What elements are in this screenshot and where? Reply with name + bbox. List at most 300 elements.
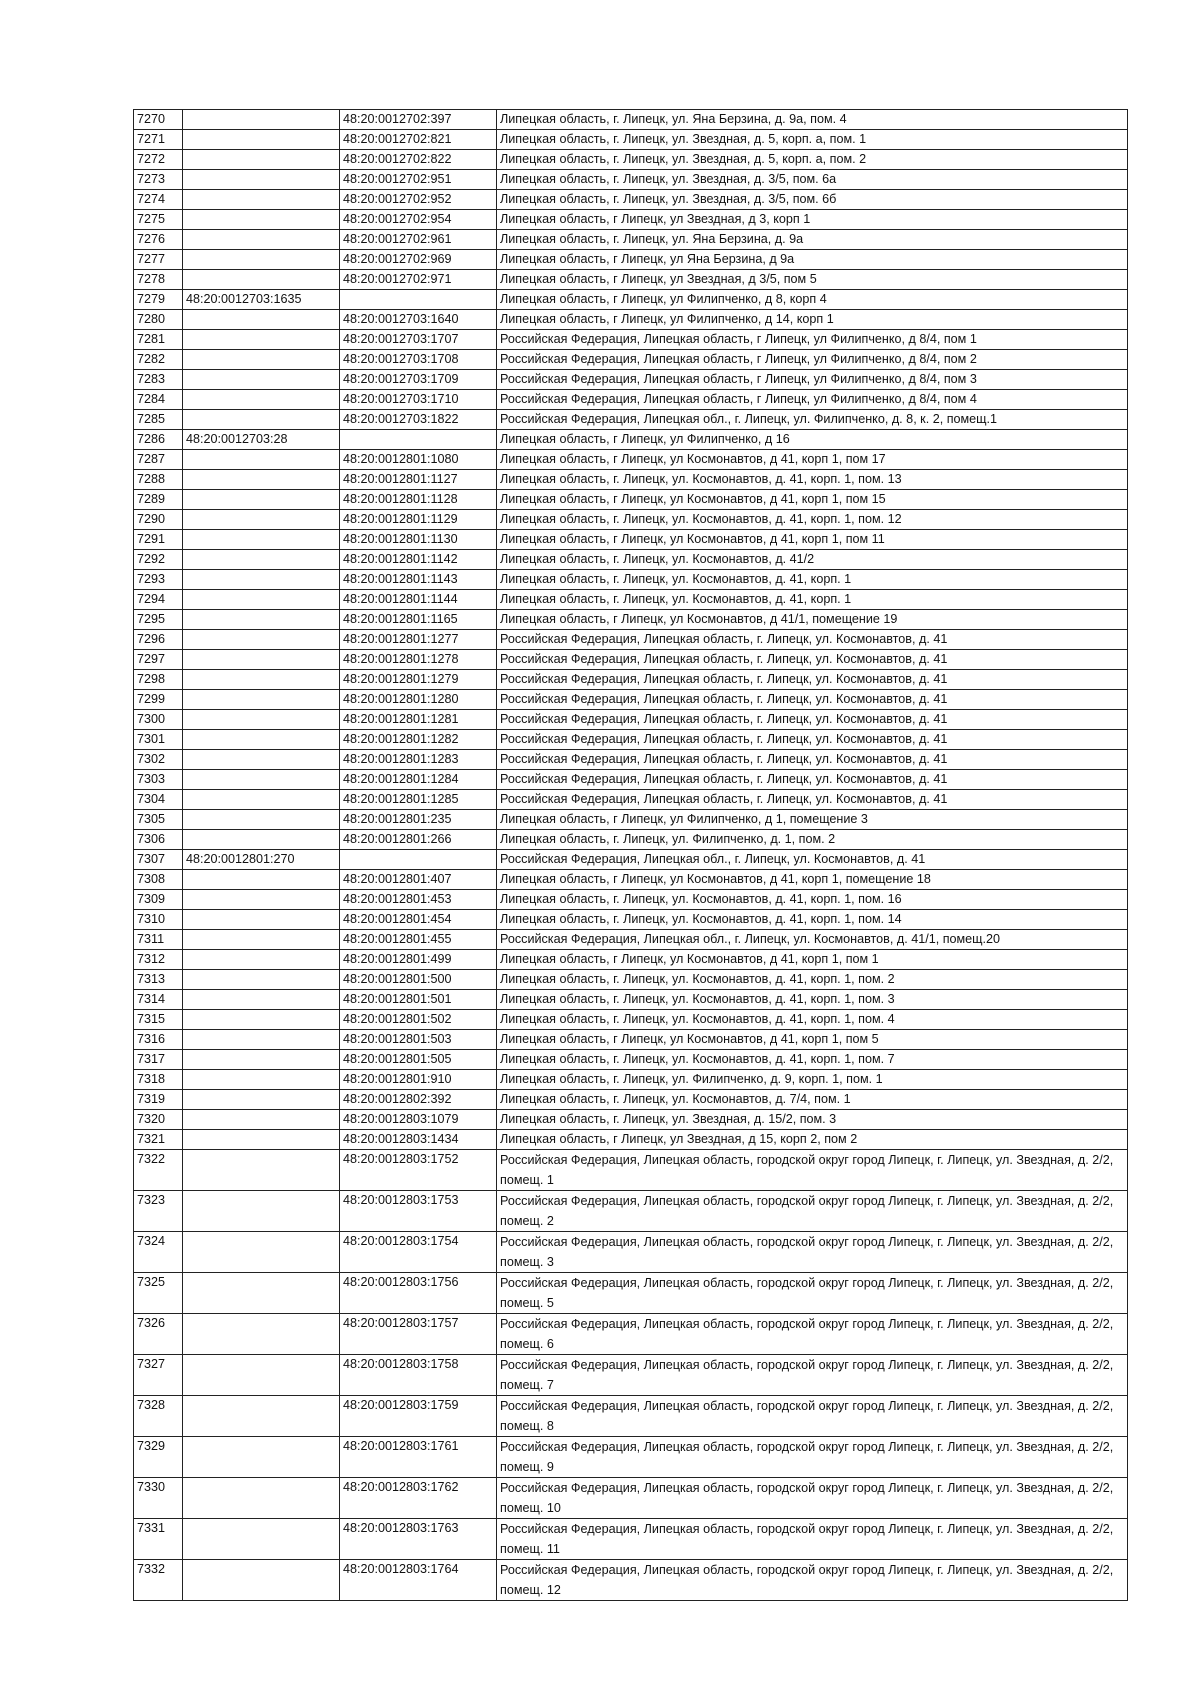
- parcel-cadastral-number-cell: [183, 350, 340, 370]
- premises-cadastral-number-cell: 48:20:0012801:1283: [340, 750, 497, 770]
- address-cell: Липецкая область, г. Липецк, ул. Космонавтов, д. 41, корп. 1, пом. 13: [497, 470, 1128, 490]
- premises-cadastral-number-cell: 48:20:0012801:1281: [340, 710, 497, 730]
- premises-cadastral-number-cell: 48:20:0012803:1757: [340, 1314, 497, 1355]
- table-row: [134, 590, 1128, 610]
- address-cell: Липецкая область, г. Липецк, ул. Филипченко, д. 9, корп. 1, пом. 1: [497, 1070, 1128, 1090]
- address-cell: Российская Федерация, Липецкая область, г. Липецк, ул. Космонавтов, д. 41: [497, 750, 1128, 770]
- address-cell: Российская Федерация, Липецкая область, г Липецк, ул Филипченко, д 8/4, пом 3: [497, 370, 1128, 390]
- row-number-cell: 7315: [134, 1010, 183, 1030]
- row-number-cell: 7308: [134, 870, 183, 890]
- premises-cadastral-number-cell: 48:20:0012801:1284: [340, 770, 497, 790]
- address-cell: Липецкая область, г Липецк, ул Филипченко, д 8, корп 4: [497, 290, 1128, 310]
- parcel-cadastral-number-cell: [183, 1150, 340, 1191]
- table-row: [134, 870, 1128, 890]
- parcel-cadastral-number-cell: 48:20:0012703:1635: [183, 290, 340, 310]
- parcel-cadastral-number-cell: [183, 930, 340, 950]
- premises-cadastral-number-cell: 48:20:0012803:1753: [340, 1191, 497, 1232]
- parcel-cadastral-number-cell: [183, 1030, 340, 1050]
- address-cell: Липецкая область, г Липецк, ул Звездная, д 3, корп 1: [497, 210, 1128, 230]
- premises-cadastral-number-cell: 48:20:0012801:1285: [340, 790, 497, 810]
- row-number-cell: 7290: [134, 510, 183, 530]
- table-row: [134, 250, 1128, 270]
- row-number-cell: 7325: [134, 1273, 183, 1314]
- table-row: [134, 1519, 1128, 1560]
- premises-cadastral-number-cell: 48:20:0012803:1764: [340, 1560, 497, 1601]
- row-number-cell: 7332: [134, 1560, 183, 1601]
- parcel-cadastral-number-cell: [183, 270, 340, 290]
- address-cell: Липецкая область, г. Липецк, ул. Звездная, д. 5, корп. а, пом. 1: [497, 130, 1128, 150]
- premises-cadastral-number-cell: 48:20:0012801:1280: [340, 690, 497, 710]
- table-row: [134, 830, 1128, 850]
- premises-cadastral-number-cell: 48:20:0012803:1079: [340, 1110, 497, 1130]
- row-number-cell: 7299: [134, 690, 183, 710]
- table-row: [134, 930, 1128, 950]
- table-row: [134, 390, 1128, 410]
- address-cell: Липецкая область, г Липецк, ул Филипченко, д 14, корп 1: [497, 310, 1128, 330]
- parcel-cadastral-number-cell: [183, 1070, 340, 1090]
- premises-cadastral-number-cell: [340, 290, 497, 310]
- row-number-cell: 7305: [134, 810, 183, 830]
- address-cell: Российская Федерация, Липецкая область, городской округ город Липецк, г. Липецк, ул. Звездная, д. 2/2, помещ. 5: [497, 1273, 1128, 1314]
- premises-cadastral-number-cell: 48:20:0012703:1710: [340, 390, 497, 410]
- parcel-cadastral-number-cell: [183, 770, 340, 790]
- address-cell: Липецкая область, г Липецк, ул Космонавтов, д 41, корп 1, пом 5: [497, 1030, 1128, 1050]
- address-cell: Липецкая область, г. Липецк, ул. Филипченко, д. 1, пом. 2: [497, 830, 1128, 850]
- row-number-cell: 7310: [134, 910, 183, 930]
- table-row: [134, 150, 1128, 170]
- parcel-cadastral-number-cell: 48:20:0012801:270: [183, 850, 340, 870]
- address-cell: Липецкая область, г Липецк, ул Космонавтов, д 41/1, помещение 19: [497, 610, 1128, 630]
- table-row: [134, 130, 1128, 150]
- address-cell: Российская Федерация, Липецкая область, г Липецк, ул Филипченко, д 8/4, пом 2: [497, 350, 1128, 370]
- row-number-cell: 7270: [134, 110, 183, 130]
- row-number-cell: 7292: [134, 550, 183, 570]
- table-row: [134, 970, 1128, 990]
- parcel-cadastral-number-cell: [183, 910, 340, 930]
- parcel-cadastral-number-cell: [183, 410, 340, 430]
- premises-cadastral-number-cell: 48:20:0012803:1763: [340, 1519, 497, 1560]
- table-row: [134, 1010, 1128, 1030]
- table-row: [134, 710, 1128, 730]
- address-cell: Липецкая область, г Липецк, ул Космонавтов, д 41, корп 1, пом 17: [497, 450, 1128, 470]
- table-row: [134, 1130, 1128, 1150]
- row-number-cell: 7281: [134, 330, 183, 350]
- table-row: [134, 770, 1128, 790]
- table-row: [134, 630, 1128, 650]
- table-row: [134, 330, 1128, 350]
- address-cell: Российская Федерация, Липецкая область, городской округ город Липецк, г. Липецк, ул. Звездная, д. 2/2, помещ. 8: [497, 1396, 1128, 1437]
- address-cell: Липецкая область, г. Липецк, ул. Космонавтов, д. 41, корп. 1, пом. 16: [497, 890, 1128, 910]
- address-cell: Российская Федерация, Липецкая область, г Липецк, ул Филипченко, д 8/4, пом 1: [497, 330, 1128, 350]
- address-cell: Липецкая область, г. Липецк, ул. Звездная, д. 15/2, пом. 3: [497, 1110, 1128, 1130]
- parcel-cadastral-number-cell: [183, 1191, 340, 1232]
- parcel-cadastral-number-cell: [183, 630, 340, 650]
- table-row: [134, 1030, 1128, 1050]
- premises-cadastral-number-cell: 48:20:0012803:1756: [340, 1273, 497, 1314]
- parcel-cadastral-number-cell: [183, 470, 340, 490]
- premises-cadastral-number-cell: 48:20:0012703:1822: [340, 410, 497, 430]
- table-row: [134, 530, 1128, 550]
- table-row: [134, 650, 1128, 670]
- table-row: [134, 790, 1128, 810]
- premises-cadastral-number-cell: 48:20:0012803:1761: [340, 1437, 497, 1478]
- row-number-cell: 7319: [134, 1090, 183, 1110]
- row-number-cell: 7322: [134, 1150, 183, 1191]
- address-cell: Российская Федерация, Липецкая область, городской округ город Липецк, г. Липецк, ул. Звездная, д. 2/2, помещ. 9: [497, 1437, 1128, 1478]
- premises-cadastral-number-cell: 48:20:0012803:1758: [340, 1355, 497, 1396]
- row-number-cell: 7327: [134, 1355, 183, 1396]
- premises-cadastral-number-cell: 48:20:0012801:1279: [340, 670, 497, 690]
- parcel-cadastral-number-cell: [183, 1478, 340, 1519]
- row-number-cell: 7313: [134, 970, 183, 990]
- address-cell: Липецкая область, г Липецк, ул Космонавтов, д 41, корп 1, пом 11: [497, 530, 1128, 550]
- premises-cadastral-number-cell: 48:20:0012801:455: [340, 930, 497, 950]
- address-cell: Российская Федерация, Липецкая обл., г. Липецк, ул. Филипченко, д. 8, к. 2, помещ.1: [497, 410, 1128, 430]
- row-number-cell: 7326: [134, 1314, 183, 1355]
- row-number-cell: 7275: [134, 210, 183, 230]
- parcel-cadastral-number-cell: [183, 650, 340, 670]
- parcel-cadastral-number-cell: [183, 610, 340, 630]
- row-number-cell: 7321: [134, 1130, 183, 1150]
- row-number-cell: 7309: [134, 890, 183, 910]
- table-row: [134, 750, 1128, 770]
- table-row: [134, 210, 1128, 230]
- address-cell: Липецкая область, г. Липецк, ул. Звездная, д. 3/5, пом. 6б: [497, 190, 1128, 210]
- table-row: [134, 270, 1128, 290]
- parcel-cadastral-number-cell: [183, 750, 340, 770]
- address-cell: Российская Федерация, Липецкая область, городской округ город Липецк, г. Липецк, ул. Звездная, д. 2/2, помещ. 10: [497, 1478, 1128, 1519]
- address-cell: Липецкая область, г. Липецк, ул. Яна Берзина, д. 9а, пом. 4: [497, 110, 1128, 130]
- premises-cadastral-number-cell: 48:20:0012702:971: [340, 270, 497, 290]
- row-number-cell: 7278: [134, 270, 183, 290]
- premises-cadastral-number-cell: 48:20:0012801:502: [340, 1010, 497, 1030]
- address-cell: Российская Федерация, Липецкая область, г. Липецк, ул. Космонавтов, д. 41: [497, 790, 1128, 810]
- address-cell: Российская Федерация, Липецкая обл., г. Липецк, ул. Космонавтов, д. 41: [497, 850, 1128, 870]
- row-number-cell: 7298: [134, 670, 183, 690]
- premises-cadastral-number-cell: 48:20:0012802:392: [340, 1090, 497, 1110]
- premises-cadastral-number-cell: 48:20:0012801:1130: [340, 530, 497, 550]
- row-number-cell: 7304: [134, 790, 183, 810]
- table-row: [134, 1110, 1128, 1130]
- table-row: [134, 1560, 1128, 1601]
- row-number-cell: 7297: [134, 650, 183, 670]
- parcel-cadastral-number-cell: [183, 790, 340, 810]
- premises-cadastral-number-cell: 48:20:0012801:235: [340, 810, 497, 830]
- parcel-cadastral-number-cell: [183, 830, 340, 850]
- parcel-cadastral-number-cell: [183, 330, 340, 350]
- premises-cadastral-number-cell: 48:20:0012801:499: [340, 950, 497, 970]
- parcel-cadastral-number-cell: [183, 1437, 340, 1478]
- parcel-cadastral-number-cell: [183, 1519, 340, 1560]
- address-cell: Российская Федерация, Липецкая обл., г. Липецк, ул. Космонавтов, д. 41/1, помещ.20: [497, 930, 1128, 950]
- table-row: [134, 450, 1128, 470]
- parcel-cadastral-number-cell: [183, 370, 340, 390]
- parcel-cadastral-number-cell: [183, 310, 340, 330]
- parcel-cadastral-number-cell: [183, 1355, 340, 1396]
- table-row: [134, 850, 1128, 870]
- premises-cadastral-number-cell: 48:20:0012801:266: [340, 830, 497, 850]
- premises-cadastral-number-cell: 48:20:0012801:453: [340, 890, 497, 910]
- parcel-cadastral-number-cell: [183, 890, 340, 910]
- premises-cadastral-number-cell: 48:20:0012801:1080: [340, 450, 497, 470]
- parcel-cadastral-number-cell: [183, 510, 340, 530]
- address-cell: Липецкая область, г. Липецк, ул. Космонавтов, д. 41, корп. 1, пом. 14: [497, 910, 1128, 930]
- row-number-cell: 7296: [134, 630, 183, 650]
- address-cell: Липецкая область, г. Липецк, ул. Звездная, д. 5, корп. а, пом. 2: [497, 150, 1128, 170]
- premises-cadastral-number-cell: 48:20:0012801:910: [340, 1070, 497, 1090]
- parcel-cadastral-number-cell: [183, 690, 340, 710]
- parcel-cadastral-number-cell: [183, 950, 340, 970]
- row-number-cell: 7300: [134, 710, 183, 730]
- premises-cadastral-number-cell: 48:20:0012801:1144: [340, 590, 497, 610]
- parcel-cadastral-number-cell: [183, 1232, 340, 1273]
- table-row: [134, 290, 1128, 310]
- row-number-cell: 7328: [134, 1396, 183, 1437]
- address-cell: Российская Федерация, Липецкая область, городской округ город Липецк, г. Липецк, ул. Звездная, д. 2/2, помещ. 3: [497, 1232, 1128, 1273]
- row-number-cell: 7314: [134, 990, 183, 1010]
- table-row: [134, 1070, 1128, 1090]
- table-row: [134, 950, 1128, 970]
- table-row: [134, 1273, 1128, 1314]
- row-number-cell: 7320: [134, 1110, 183, 1130]
- parcel-cadastral-number-cell: [183, 970, 340, 990]
- table-row: [134, 1050, 1128, 1070]
- premises-cadastral-number-cell: 48:20:0012801:1282: [340, 730, 497, 750]
- row-number-cell: 7287: [134, 450, 183, 470]
- address-cell: Российская Федерация, Липецкая область, городской округ город Липецк, г. Липецк, ул. Звездная, д. 2/2, помещ. 1: [497, 1150, 1128, 1191]
- parcel-cadastral-number-cell: [183, 230, 340, 250]
- table-row: [134, 190, 1128, 210]
- row-number-cell: 7289: [134, 490, 183, 510]
- premises-cadastral-number-cell: 48:20:0012702:961: [340, 230, 497, 250]
- table-row: [134, 550, 1128, 570]
- address-cell: Липецкая область, г Липецк, ул Филипченко, д 1, помещение 3: [497, 810, 1128, 830]
- table-row: [134, 570, 1128, 590]
- address-cell: Российская Федерация, Липецкая область, городской округ город Липецк, г. Липецк, ул. Звездная, д. 2/2, помещ. 6: [497, 1314, 1128, 1355]
- row-number-cell: 7324: [134, 1232, 183, 1273]
- property-table: [133, 109, 1128, 1601]
- parcel-cadastral-number-cell: [183, 150, 340, 170]
- parcel-cadastral-number-cell: [183, 1050, 340, 1070]
- row-number-cell: 7285: [134, 410, 183, 430]
- parcel-cadastral-number-cell: [183, 210, 340, 230]
- parcel-cadastral-number-cell: [183, 110, 340, 130]
- table-body: [134, 110, 1128, 1601]
- premises-cadastral-number-cell: [340, 850, 497, 870]
- table-row: [134, 490, 1128, 510]
- parcel-cadastral-number-cell: [183, 990, 340, 1010]
- parcel-cadastral-number-cell: [183, 1110, 340, 1130]
- address-cell: Липецкая область, г Липецк, ул Космонавтов, д 41, корп 1, пом 1: [497, 950, 1128, 970]
- table-row: [134, 230, 1128, 250]
- address-cell: Российская Федерация, Липецкая область, г Липецк, ул Филипченко, д 8/4, пом 4: [497, 390, 1128, 410]
- address-cell: Липецкая область, г. Липецк, ул. Космонавтов, д. 7/4, пом. 1: [497, 1090, 1128, 1110]
- table-row: [134, 170, 1128, 190]
- row-number-cell: 7274: [134, 190, 183, 210]
- premises-cadastral-number-cell: 48:20:0012801:1143: [340, 570, 497, 590]
- row-number-cell: 7271: [134, 130, 183, 150]
- address-cell: Липецкая область, г Липецк, ул Космонавтов, д 41, корп 1, пом 15: [497, 490, 1128, 510]
- premises-cadastral-number-cell: 48:20:0012803:1754: [340, 1232, 497, 1273]
- parcel-cadastral-number-cell: [183, 450, 340, 470]
- address-cell: Липецкая область, г. Липецк, ул. Космонавтов, д. 41/2: [497, 550, 1128, 570]
- address-cell: Российская Федерация, Липецкая область, г. Липецк, ул. Космонавтов, д. 41: [497, 690, 1128, 710]
- row-number-cell: 7302: [134, 750, 183, 770]
- row-number-cell: 7294: [134, 590, 183, 610]
- row-number-cell: 7276: [134, 230, 183, 250]
- row-number-cell: 7280: [134, 310, 183, 330]
- table-row: [134, 1090, 1128, 1110]
- premises-cadastral-number-cell: 48:20:0012702:952: [340, 190, 497, 210]
- table-row: [134, 610, 1128, 630]
- premises-cadastral-number-cell: 48:20:0012702:822: [340, 150, 497, 170]
- parcel-cadastral-number-cell: [183, 1396, 340, 1437]
- parcel-cadastral-number-cell: [183, 1314, 340, 1355]
- premises-cadastral-number-cell: 48:20:0012801:1128: [340, 490, 497, 510]
- parcel-cadastral-number-cell: [183, 570, 340, 590]
- parcel-cadastral-number-cell: [183, 250, 340, 270]
- address-cell: Российская Федерация, Липецкая область, г. Липецк, ул. Космонавтов, д. 41: [497, 710, 1128, 730]
- premises-cadastral-number-cell: 48:20:0012702:821: [340, 130, 497, 150]
- address-cell: Российская Федерация, Липецкая область, городской округ город Липецк, г. Липецк, ул. Звездная, д. 2/2, помещ. 12: [497, 1560, 1128, 1601]
- premises-cadastral-number-cell: 48:20:0012801:501: [340, 990, 497, 1010]
- address-cell: Российская Федерация, Липецкая область, городской округ город Липецк, г. Липецк, ул. Звездная, д. 2/2, помещ. 11: [497, 1519, 1128, 1560]
- table-row: [134, 1355, 1128, 1396]
- premises-cadastral-number-cell: 48:20:0012801:503: [340, 1030, 497, 1050]
- table-row: [134, 410, 1128, 430]
- row-number-cell: 7301: [134, 730, 183, 750]
- parcel-cadastral-number-cell: [183, 190, 340, 210]
- premises-cadastral-number-cell: 48:20:0012702:969: [340, 250, 497, 270]
- row-number-cell: 7316: [134, 1030, 183, 1050]
- address-cell: Липецкая область, г. Липецк, ул. Космонавтов, д. 41, корп. 1: [497, 570, 1128, 590]
- parcel-cadastral-number-cell: [183, 1273, 340, 1314]
- row-number-cell: 7295: [134, 610, 183, 630]
- parcel-cadastral-number-cell: [183, 170, 340, 190]
- parcel-cadastral-number-cell: [183, 390, 340, 410]
- address-cell: Липецкая область, г. Липецк, ул. Космонавтов, д. 41, корп. 1, пом. 3: [497, 990, 1128, 1010]
- premises-cadastral-number-cell: 48:20:0012702:954: [340, 210, 497, 230]
- row-number-cell: 7306: [134, 830, 183, 850]
- parcel-cadastral-number-cell: [183, 130, 340, 150]
- row-number-cell: 7272: [134, 150, 183, 170]
- premises-cadastral-number-cell: 48:20:0012801:1127: [340, 470, 497, 490]
- address-cell: Липецкая область, г. Липецк, ул. Космонавтов, д. 41, корп. 1, пом. 12: [497, 510, 1128, 530]
- parcel-cadastral-number-cell: [183, 710, 340, 730]
- address-cell: Липецкая область, г. Липецк, ул. Космонавтов, д. 41, корп. 1, пом. 7: [497, 1050, 1128, 1070]
- table-row: [134, 350, 1128, 370]
- parcel-cadastral-number-cell: [183, 1560, 340, 1601]
- table-row: [134, 1478, 1128, 1519]
- parcel-cadastral-number-cell: [183, 590, 340, 610]
- premises-cadastral-number-cell: 48:20:0012801:500: [340, 970, 497, 990]
- table-row: [134, 1396, 1128, 1437]
- address-cell: Липецкая область, г Липецк, ул Филипченко, д 16: [497, 430, 1128, 450]
- table-row: [134, 990, 1128, 1010]
- table-row: [134, 1191, 1128, 1232]
- row-number-cell: 7312: [134, 950, 183, 970]
- parcel-cadastral-number-cell: 48:20:0012703:28: [183, 430, 340, 450]
- premises-cadastral-number-cell: 48:20:0012801:407: [340, 870, 497, 890]
- table-row: [134, 1232, 1128, 1273]
- row-number-cell: 7330: [134, 1478, 183, 1519]
- table-row: [134, 890, 1128, 910]
- premises-cadastral-number-cell: 48:20:0012801:1129: [340, 510, 497, 530]
- row-number-cell: 7303: [134, 770, 183, 790]
- premises-cadastral-number-cell: 48:20:0012801:505: [340, 1050, 497, 1070]
- premises-cadastral-number-cell: 48:20:0012803:1759: [340, 1396, 497, 1437]
- row-number-cell: 7288: [134, 470, 183, 490]
- table-row: [134, 1150, 1128, 1191]
- parcel-cadastral-number-cell: [183, 490, 340, 510]
- address-cell: Российская Федерация, Липецкая область, г. Липецк, ул. Космонавтов, д. 41: [497, 650, 1128, 670]
- table-row: [134, 810, 1128, 830]
- table-row: [134, 730, 1128, 750]
- table-row: [134, 910, 1128, 930]
- row-number-cell: 7279: [134, 290, 183, 310]
- premises-cadastral-number-cell: 48:20:0012801:454: [340, 910, 497, 930]
- table-row: [134, 690, 1128, 710]
- premises-cadastral-number-cell: 48:20:0012801:1142: [340, 550, 497, 570]
- address-cell: Липецкая область, г Липецк, ул Звездная, д 15, корп 2, пом 2: [497, 1130, 1128, 1150]
- row-number-cell: 7317: [134, 1050, 183, 1070]
- parcel-cadastral-number-cell: [183, 870, 340, 890]
- address-cell: Российская Федерация, Липецкая область, г. Липецк, ул. Космонавтов, д. 41: [497, 770, 1128, 790]
- address-cell: Российская Федерация, Липецкая область, г. Липецк, ул. Космонавтов, д. 41: [497, 670, 1128, 690]
- address-cell: Липецкая область, г Липецк, ул Космонавтов, д 41, корп 1, помещение 18: [497, 870, 1128, 890]
- premises-cadastral-number-cell: [340, 430, 497, 450]
- row-number-cell: 7318: [134, 1070, 183, 1090]
- row-number-cell: 7311: [134, 930, 183, 950]
- parcel-cadastral-number-cell: [183, 810, 340, 830]
- address-cell: Российская Федерация, Липецкая область, г. Липецк, ул. Космонавтов, д. 41: [497, 630, 1128, 650]
- premises-cadastral-number-cell: 48:20:0012801:1278: [340, 650, 497, 670]
- parcel-cadastral-number-cell: [183, 730, 340, 750]
- premises-cadastral-number-cell: 48:20:0012803:1752: [340, 1150, 497, 1191]
- table-row: [134, 370, 1128, 390]
- parcel-cadastral-number-cell: [183, 530, 340, 550]
- premises-cadastral-number-cell: 48:20:0012702:397: [340, 110, 497, 130]
- row-number-cell: 7291: [134, 530, 183, 550]
- premises-cadastral-number-cell: 48:20:0012803:1762: [340, 1478, 497, 1519]
- row-number-cell: 7284: [134, 390, 183, 410]
- row-number-cell: 7273: [134, 170, 183, 190]
- address-cell: Российская Федерация, Липецкая область, городской округ город Липецк, г. Липецк, ул. Звездная, д. 2/2, помещ. 7: [497, 1355, 1128, 1396]
- premises-cadastral-number-cell: 48:20:0012703:1640: [340, 310, 497, 330]
- address-cell: Липецкая область, г. Липецк, ул. Космонавтов, д. 41, корп. 1: [497, 590, 1128, 610]
- row-number-cell: 7331: [134, 1519, 183, 1560]
- row-number-cell: 7307: [134, 850, 183, 870]
- row-number-cell: 7286: [134, 430, 183, 450]
- premises-cadastral-number-cell: 48:20:0012703:1708: [340, 350, 497, 370]
- table-row: [134, 1437, 1128, 1478]
- premises-cadastral-number-cell: 48:20:0012801:1165: [340, 610, 497, 630]
- parcel-cadastral-number-cell: [183, 1130, 340, 1150]
- table-row: [134, 510, 1128, 530]
- address-cell: Липецкая область, г. Липецк, ул. Звездная, д. 3/5, пом. 6а: [497, 170, 1128, 190]
- row-number-cell: 7293: [134, 570, 183, 590]
- premises-cadastral-number-cell: 48:20:0012703:1709: [340, 370, 497, 390]
- address-cell: Липецкая область, г. Липецк, ул. Яна Берзина, д. 9а: [497, 230, 1128, 250]
- table-row: [134, 310, 1128, 330]
- row-number-cell: 7283: [134, 370, 183, 390]
- address-cell: Липецкая область, г. Липецк, ул. Космонавтов, д. 41, корп. 1, пом. 4: [497, 1010, 1128, 1030]
- address-cell: Липецкая область, г. Липецк, ул. Космонавтов, д. 41, корп. 1, пом. 2: [497, 970, 1128, 990]
- row-number-cell: 7329: [134, 1437, 183, 1478]
- table-row: [134, 430, 1128, 450]
- row-number-cell: 7277: [134, 250, 183, 270]
- parcel-cadastral-number-cell: [183, 1010, 340, 1030]
